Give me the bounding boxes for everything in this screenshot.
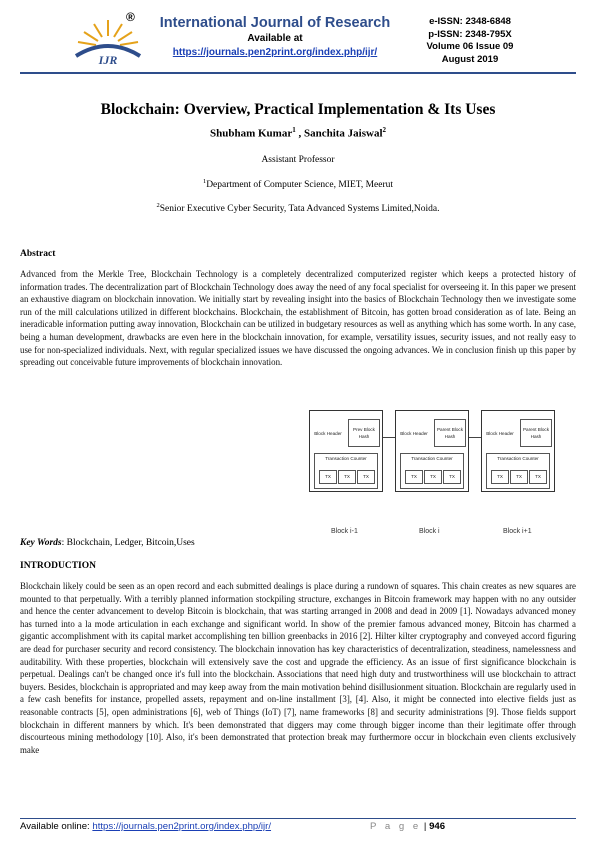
available-online-label: Available online: bbox=[20, 821, 93, 832]
logo-text: IJR bbox=[98, 53, 118, 66]
journal-logo bbox=[68, 10, 148, 66]
affiliation-text: Department of Computer Science, MIET, Meerut bbox=[206, 180, 394, 191]
paper-title: Blockchain: Overview, Practical Implementation & Its Uses bbox=[100, 101, 496, 118]
block-diagram bbox=[395, 410, 469, 492]
tx-box: TX bbox=[443, 470, 461, 484]
block-diagram bbox=[309, 410, 383, 492]
ijr-logo-icon bbox=[68, 14, 148, 66]
abstract-heading: Abstract bbox=[20, 249, 56, 259]
affiliation-2 bbox=[20, 202, 576, 214]
keywords bbox=[20, 538, 195, 548]
page-word: P a g e bbox=[370, 821, 422, 832]
page-separator: | bbox=[421, 821, 430, 832]
journal-url-link[interactable]: https://journals.pen2print.org/index.php/ijr/ bbox=[172, 47, 378, 58]
header-divider bbox=[20, 72, 576, 74]
tx-box: TX bbox=[424, 470, 442, 484]
block-header-label: Block Header bbox=[400, 431, 428, 436]
tx-box: TX bbox=[529, 470, 547, 484]
block-diagram bbox=[481, 410, 555, 492]
tx-box: TX bbox=[510, 470, 528, 484]
issn-block bbox=[416, 16, 524, 66]
block-header-label: Block Header bbox=[314, 431, 342, 436]
registered-mark: ® bbox=[126, 10, 135, 24]
footer-url-link[interactable]: https://journals.pen2print.org/index.php/ijr/ bbox=[92, 821, 272, 832]
block-caption: Block i+1 bbox=[503, 528, 532, 535]
tree-box: Transaction Counter TX TX TX bbox=[400, 453, 464, 489]
tree-box: Transaction Counter TX TX TX bbox=[314, 453, 378, 489]
journal-name: International Journal of Research bbox=[159, 15, 391, 31]
introduction-text: Blockchain likely could be seen as an open record and each submitted dealings is place during a rundown of squares. This chain creates as new squares are mounted to that perpetually. With a terribly planned information stockpiling structure, exchanges in Bitcoin framework may happen with no any outsider and hence the center advancement to develop Bitcoin is blockchain, that was starting arranged in 2008 and dead in 2009 [1]. Nowadays advanced money has turned into a la mode articulation in each exchange and significant world. In show of the premier famous advanced money, Bitcoin has charmed a gigantic accomplishment with its capital market accomplishing ten billion greenbacks in 2016 [2]. Hilter kilter cryptography and conveyed accord figuring are dead for purchaser security and record consistency. The blockchain innovation has key characteristics of decentralization, steadiness, namelessness and auditability. With these properties, blockchain will extensively save the cost and upgrade the efficiency. As an issue of first significance blockchain is perpetual. Dealings can't be changed once it's full into the blockchain. Associations that need high duty and trustworthiness will use blockchain to attract buyers. Besides, blockchain is appropriated and may keep away from the main motivation behind disillusionment situation. Blockchain are regularly used in a few cash benefits for instance, propelled assets, repayment and on-line installment [3], [4]. Also, it might be connected into elective fields just as reasonable contracts [5], open administrations [6], web of Things (IoT) [7], name frameworks [8] and security administrations [9]. Those fields support blockchain in different manners by which. It's been demonstrated that diggers may come through bigger income than their legitimate offer through discourteous mining methodology [10]. Also, it's been demonstrated that protection break may furthermore occur in blockchain even clients exclusively make bbox=[20, 581, 576, 755]
author-name: Shubham Kumar bbox=[209, 127, 293, 140]
affiliation-text: Senior Executive Cyber Security, Tata Advanced Systems Limited,Noida. bbox=[159, 204, 440, 215]
issue-date: August 2019 bbox=[441, 53, 499, 65]
tx-box: TX bbox=[338, 470, 356, 484]
volume-issue: Volume 06 Issue 09 bbox=[426, 41, 514, 53]
page-number-block bbox=[370, 821, 445, 832]
tx-box: TX bbox=[491, 470, 509, 484]
affiliation-sup: 2 bbox=[156, 202, 160, 209]
author-separator: , bbox=[295, 127, 304, 140]
tx-box: TX bbox=[357, 470, 375, 484]
hash-box: Parent Block Hash bbox=[520, 419, 552, 447]
hash-box: Parent Block Hash bbox=[434, 419, 466, 447]
abstract-text: Advanced from the Merkle Tree, Blockchain Technology is a completely decentralized computerized register which keeps a protected history of information trades. The decentralization part of Blockchain Technology does away the need of any focal specialist for overseeing it. In this paper we present an exhaustive diagram on blockchain innovation. We initially start by revealing insight into the basics of Blockchain Technology then we investigate some run of the mill calculations utilized in different blockchains. Blockchain, the establishment of Bitcoin, has gotten broad consideration as of late. Being an ineradicable information putting away innovation, Blockchain can be utilized in budgetary resources as well as anything which has some worth. In any case, being a human development, drawbacks are even here in the blockchain innovation, for example, versatility issues, security issues, and not really easy to use for non-specialized individuals. Next, with regular specialized issues we have discussed the ongoing advances. We in conclusion finish up this paper by spreading out conceivable future improvements of blockchain innovation. bbox=[20, 269, 576, 368]
author-sup: 2 bbox=[382, 126, 387, 134]
pissn: p-ISSN: 2348-795X bbox=[428, 28, 512, 40]
blockchain-figure bbox=[303, 404, 571, 539]
block-caption: Block i bbox=[419, 528, 440, 535]
hash-box: Prev Block Hash bbox=[348, 419, 380, 447]
tree-box: Transaction Counter TX TX TX bbox=[486, 453, 550, 489]
author-sup: 1 bbox=[292, 126, 296, 134]
keywords-label: Key Words bbox=[20, 538, 62, 548]
authors bbox=[20, 126, 576, 140]
available-at-label: Available at bbox=[247, 33, 303, 44]
tx-box: TX bbox=[405, 470, 423, 484]
journal-title-block bbox=[150, 14, 400, 60]
block-caption: Block i-1 bbox=[331, 528, 358, 535]
eissn: e-ISSN: 2348-6848 bbox=[429, 16, 511, 27]
footer-available-online bbox=[20, 821, 271, 832]
affiliation-1 bbox=[20, 178, 576, 190]
author-position: Assistant Professor bbox=[261, 155, 335, 165]
introduction-heading: INTRODUCTION bbox=[20, 561, 97, 571]
author-name: Sanchita Jaiswal bbox=[303, 127, 383, 140]
footer-divider bbox=[20, 818, 576, 819]
block-header-label: Block Header bbox=[486, 431, 514, 436]
keywords-text: : Blockchain, Ledger, Bitcoin,Uses bbox=[61, 538, 195, 548]
page-number: 946 bbox=[429, 821, 446, 832]
affiliation-sup: 1 bbox=[202, 178, 207, 185]
tx-box: TX bbox=[319, 470, 337, 484]
